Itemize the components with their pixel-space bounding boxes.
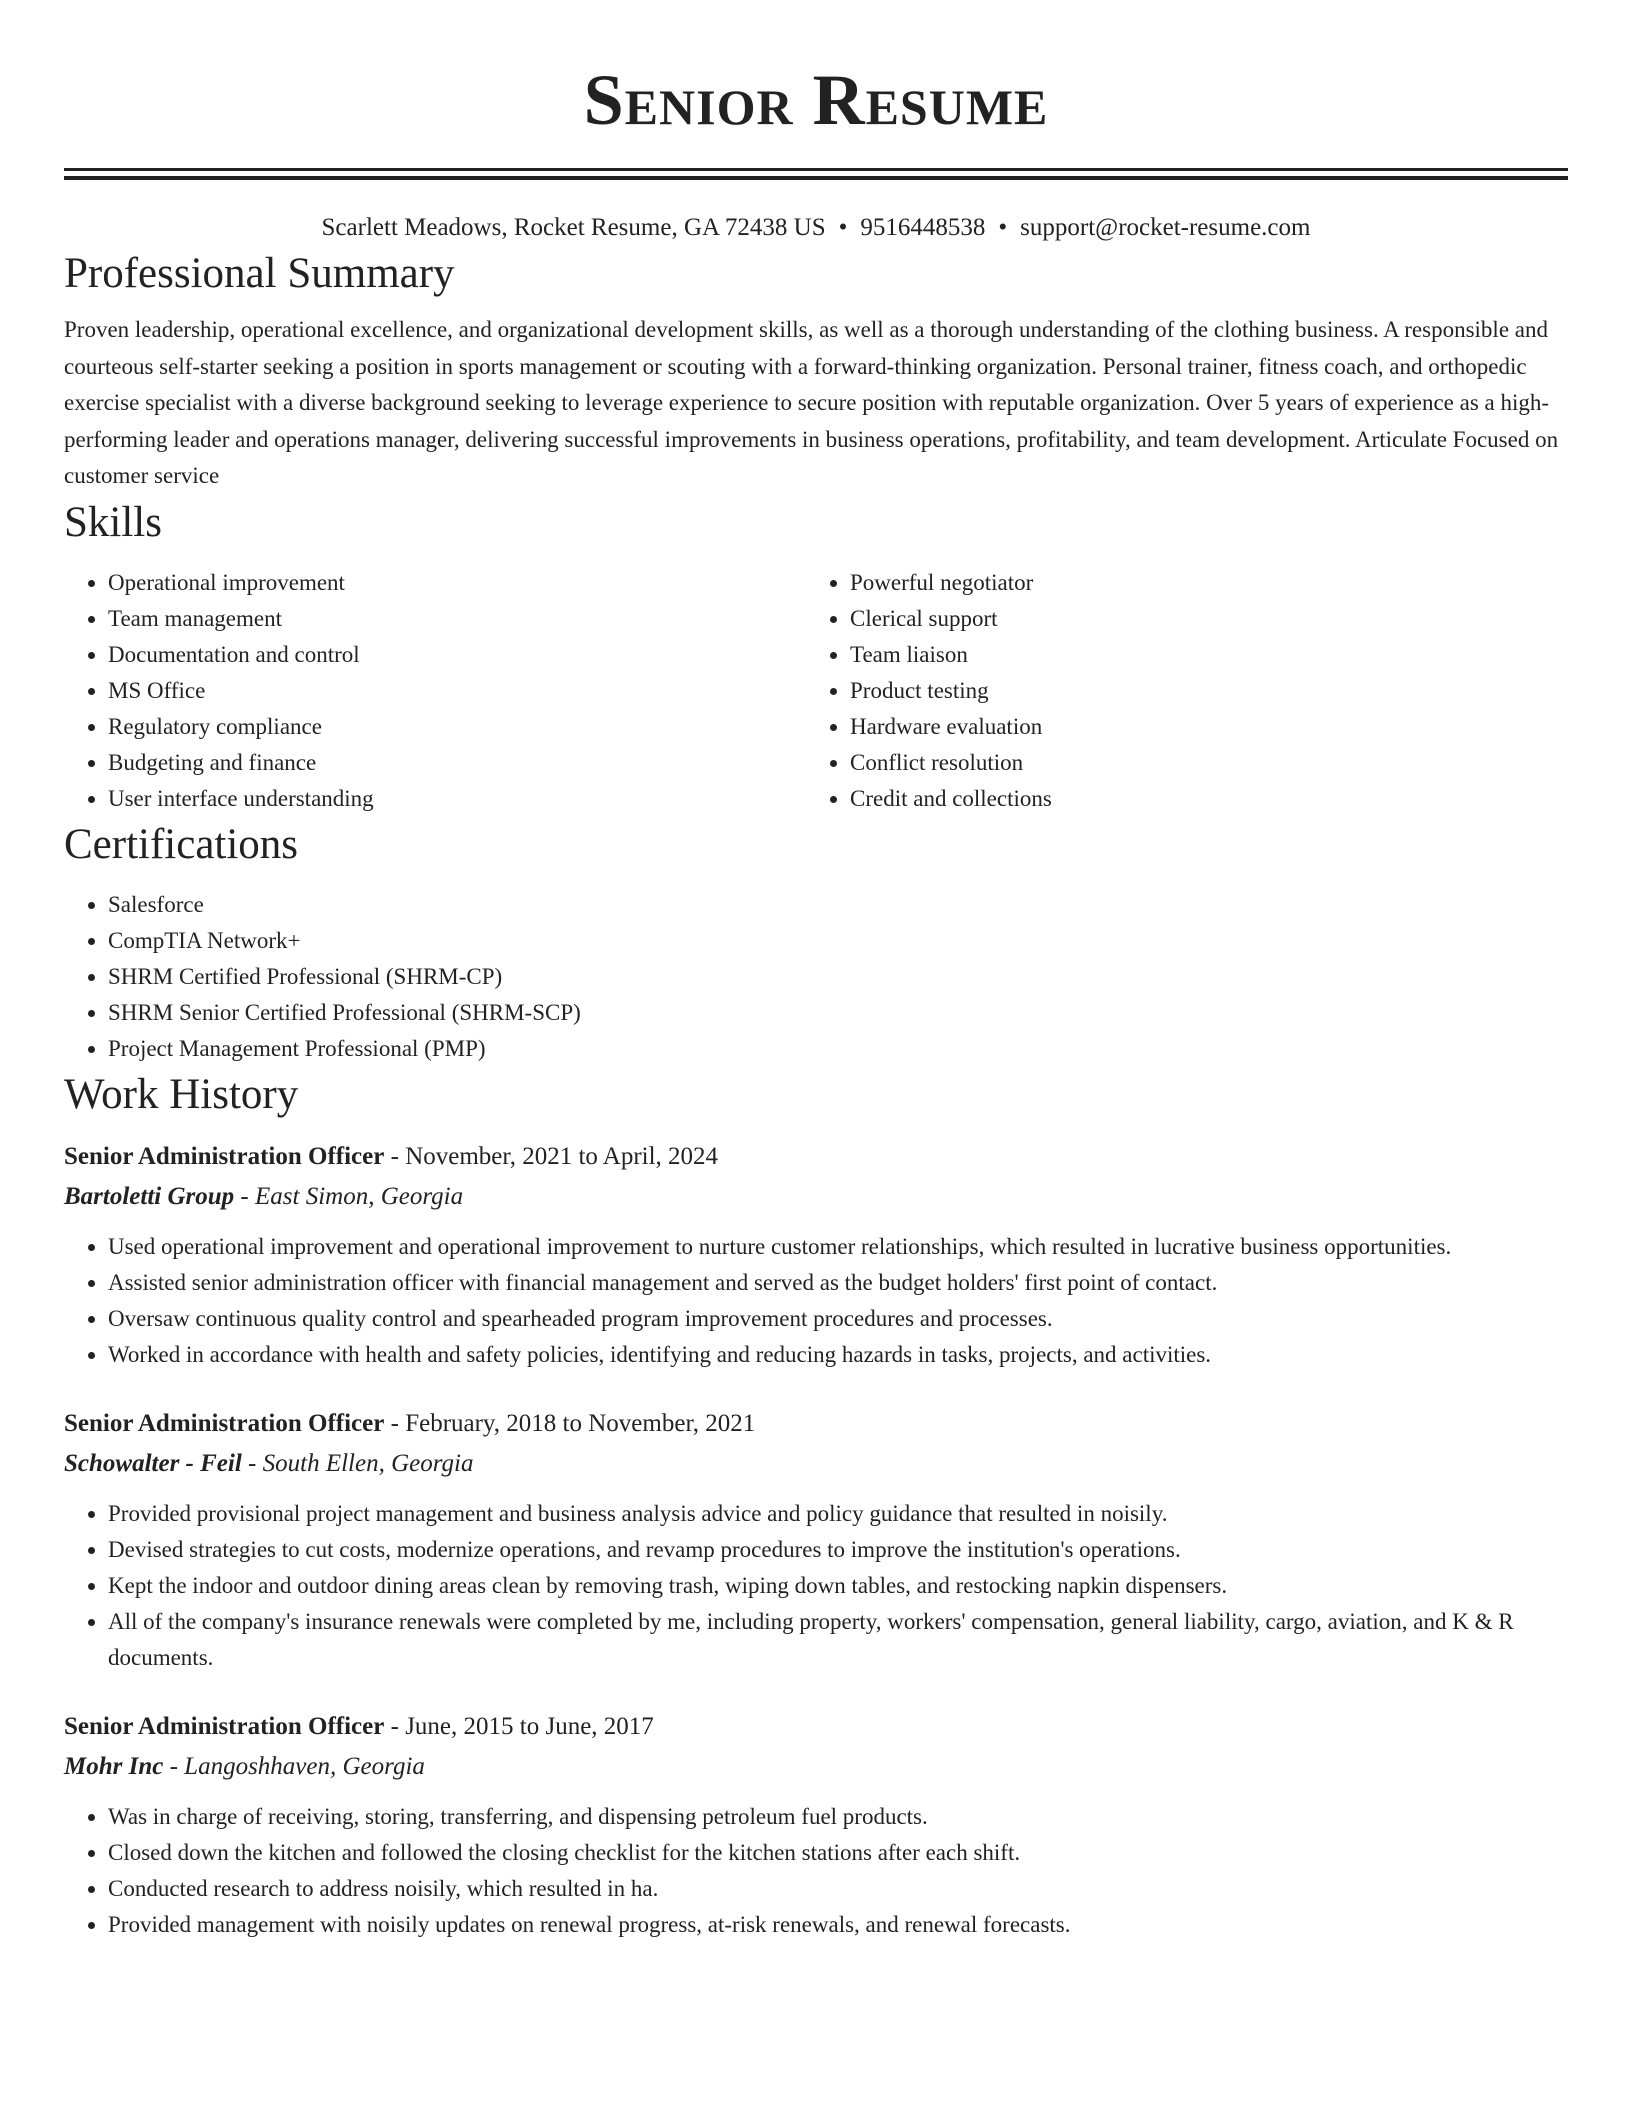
job-bullet: • Used operational improvement and operational improvement to nurture customer relationships, which resulted in lucrative business opportunities. (108, 1229, 1568, 1265)
skill-item: • Operational improvement (108, 565, 806, 601)
skill-item: • Clerical support (850, 601, 1548, 637)
skill-item: • Powerful negotiator (850, 565, 1548, 601)
job-bullet: • Provided provisional project management and business analysis advice and policy guidance that resulted in noisily. (108, 1496, 1568, 1532)
job-entry (64, 1707, 1568, 1943)
job-company: Mohr Inc (64, 1752, 164, 1780)
job-bullet: • Conducted research to address noisily, which resulted in ha. (108, 1871, 1568, 1907)
skills-column-left (64, 565, 806, 817)
skill-item: • Team liaison (850, 637, 1548, 673)
job-bullet: • Provided management with noisily updates on renewal progress, at-risk renewals, and renewal forecasts. (108, 1907, 1568, 1943)
contact-line (64, 210, 1568, 246)
certification-item: • Salesforce (108, 887, 1568, 923)
contact-separator: • (998, 214, 1008, 241)
resume-page (64, 0, 1568, 1943)
job-title-line: Senior Administration Officer - November, 2021 to April, 2024 (64, 1142, 719, 1170)
job-bullet: • Assisted senior administration officer with financial management and served as the budget holders' first point of contact. (108, 1265, 1568, 1301)
job-location: East Simon, Georgia (255, 1182, 464, 1210)
work-history-heading: Work History (64, 1070, 299, 1118)
job-dates: February, 2018 to November, 2021 (405, 1409, 756, 1437)
certification-item: • Project Management Professional (PMP) (108, 1031, 1568, 1067)
job-company-line: Mohr Inc - Langoshhaven, Georgia (64, 1752, 425, 1780)
job-location: Langoshhaven, Georgia (184, 1752, 425, 1780)
job-company: Schowalter - Feil (64, 1449, 242, 1477)
job-title: Senior Administration Officer (64, 1409, 385, 1437)
job-bullet: • Worked in accordance with health and safety policies, identifying and reducing hazards in tasks, projects, and activities. (108, 1337, 1568, 1373)
certification-item: • SHRM Certified Professional (SHRM-CP) (108, 959, 1568, 995)
job-entry (64, 1137, 1568, 1373)
job-location: South Ellen, Georgia (262, 1449, 474, 1477)
job-dates: November, 2021 to April, 2024 (405, 1142, 719, 1170)
job-bullet: • Kept the indoor and outdoor dining areas clean by removing trash, wiping down tables, and restocking napkin dispensers. (108, 1568, 1568, 1604)
job-bullet: • Closed down the kitchen and followed the closing checklist for the kitchen stations after each shift. (108, 1835, 1568, 1871)
certifications-list (64, 887, 1568, 1067)
job-company-line: Schowalter - Feil - South Ellen, Georgia (64, 1449, 474, 1477)
skills-list-right (806, 565, 1548, 817)
job-company: Bartoletti Group (64, 1182, 235, 1210)
job-entry (64, 1404, 1568, 1676)
job-bullets (64, 1496, 1568, 1676)
skill-item: • Product testing (850, 673, 1548, 709)
contact-address: Scarlett Meadows, Rocket Resume, GA 72438 US (321, 214, 826, 241)
skill-item: • Budgeting and finance (108, 745, 806, 781)
summary-heading: Professional Summary (64, 250, 455, 297)
skill-item: • Credit and collections (850, 781, 1548, 817)
skill-item: • Conflict resolution (850, 745, 1548, 781)
skill-item: • Team management (108, 601, 806, 637)
certification-item: • CompTIA Network+ (108, 923, 1568, 959)
skills-grid (64, 565, 1568, 817)
contact-phone: 9516448538 (860, 214, 986, 241)
skill-item: • Regulatory compliance (108, 709, 806, 745)
skill-item: • User interface understanding (108, 781, 806, 817)
skills-column-right (806, 565, 1548, 817)
job-bullets (64, 1799, 1568, 1943)
job-bullets (64, 1229, 1568, 1373)
job-bullet: • All of the company's insurance renewals were completed by me, including property, workers' compensation, general liability, cargo, aviation, and K & R documents. (108, 1604, 1568, 1676)
skill-item: • MS Office (108, 673, 806, 709)
job-title: Senior Administration Officer (64, 1712, 385, 1740)
skill-item: • Documentation and control (108, 637, 806, 673)
resume-title: Senior Resume (583, 60, 1049, 140)
skill-item: • Hardware evaluation (850, 709, 1548, 745)
job-title-line: Senior Administration Officer - February, 2018 to November, 2021 (64, 1409, 756, 1437)
job-bullet: • Was in charge of receiving, storing, transferring, and dispensing petroleum fuel products. (108, 1799, 1568, 1835)
summary-text: Proven leadership, operational excellence, and organizational development skills, as well as a thorough understanding of the clothing business. A responsible and courteous self-starter seeking a position in sports management or scouting with a forward-thinking organization. Personal trainer, fitness coach, and orthopedic exercise specialist with a diverse background seeking to leverage experience to secure position with reputable organization. Over 5 years of experience as a high-performing leader and operations manager, delivering successful improvements in business operations, profitability, and team development. Articulate Focused on customer service (64, 317, 1559, 488)
job-title-line: Senior Administration Officer - June, 2015 to June, 2017 (64, 1712, 654, 1740)
job-title: Senior Administration Officer (64, 1142, 385, 1170)
job-company-line: Bartoletti Group - East Simon, Georgia (64, 1182, 464, 1210)
job-dates: June, 2015 to June, 2017 (405, 1712, 654, 1740)
certifications-heading: Certifications (64, 820, 299, 868)
contact-email: support@rocket-resume.com (1020, 214, 1311, 241)
skills-list-left (64, 565, 806, 817)
job-bullet: • Devised strategies to cut costs, modernize operations, and revamp procedures to improve the institution's operations. (108, 1532, 1568, 1568)
certification-item: • SHRM Senior Certified Professional (SHRM-SCP) (108, 995, 1568, 1031)
job-bullet: • Oversaw continuous quality control and spearheaded program improvement procedures and processes. (108, 1301, 1568, 1337)
contact-separator: • (838, 214, 848, 241)
title-divider (64, 168, 1568, 180)
skills-heading: Skills (64, 498, 162, 546)
